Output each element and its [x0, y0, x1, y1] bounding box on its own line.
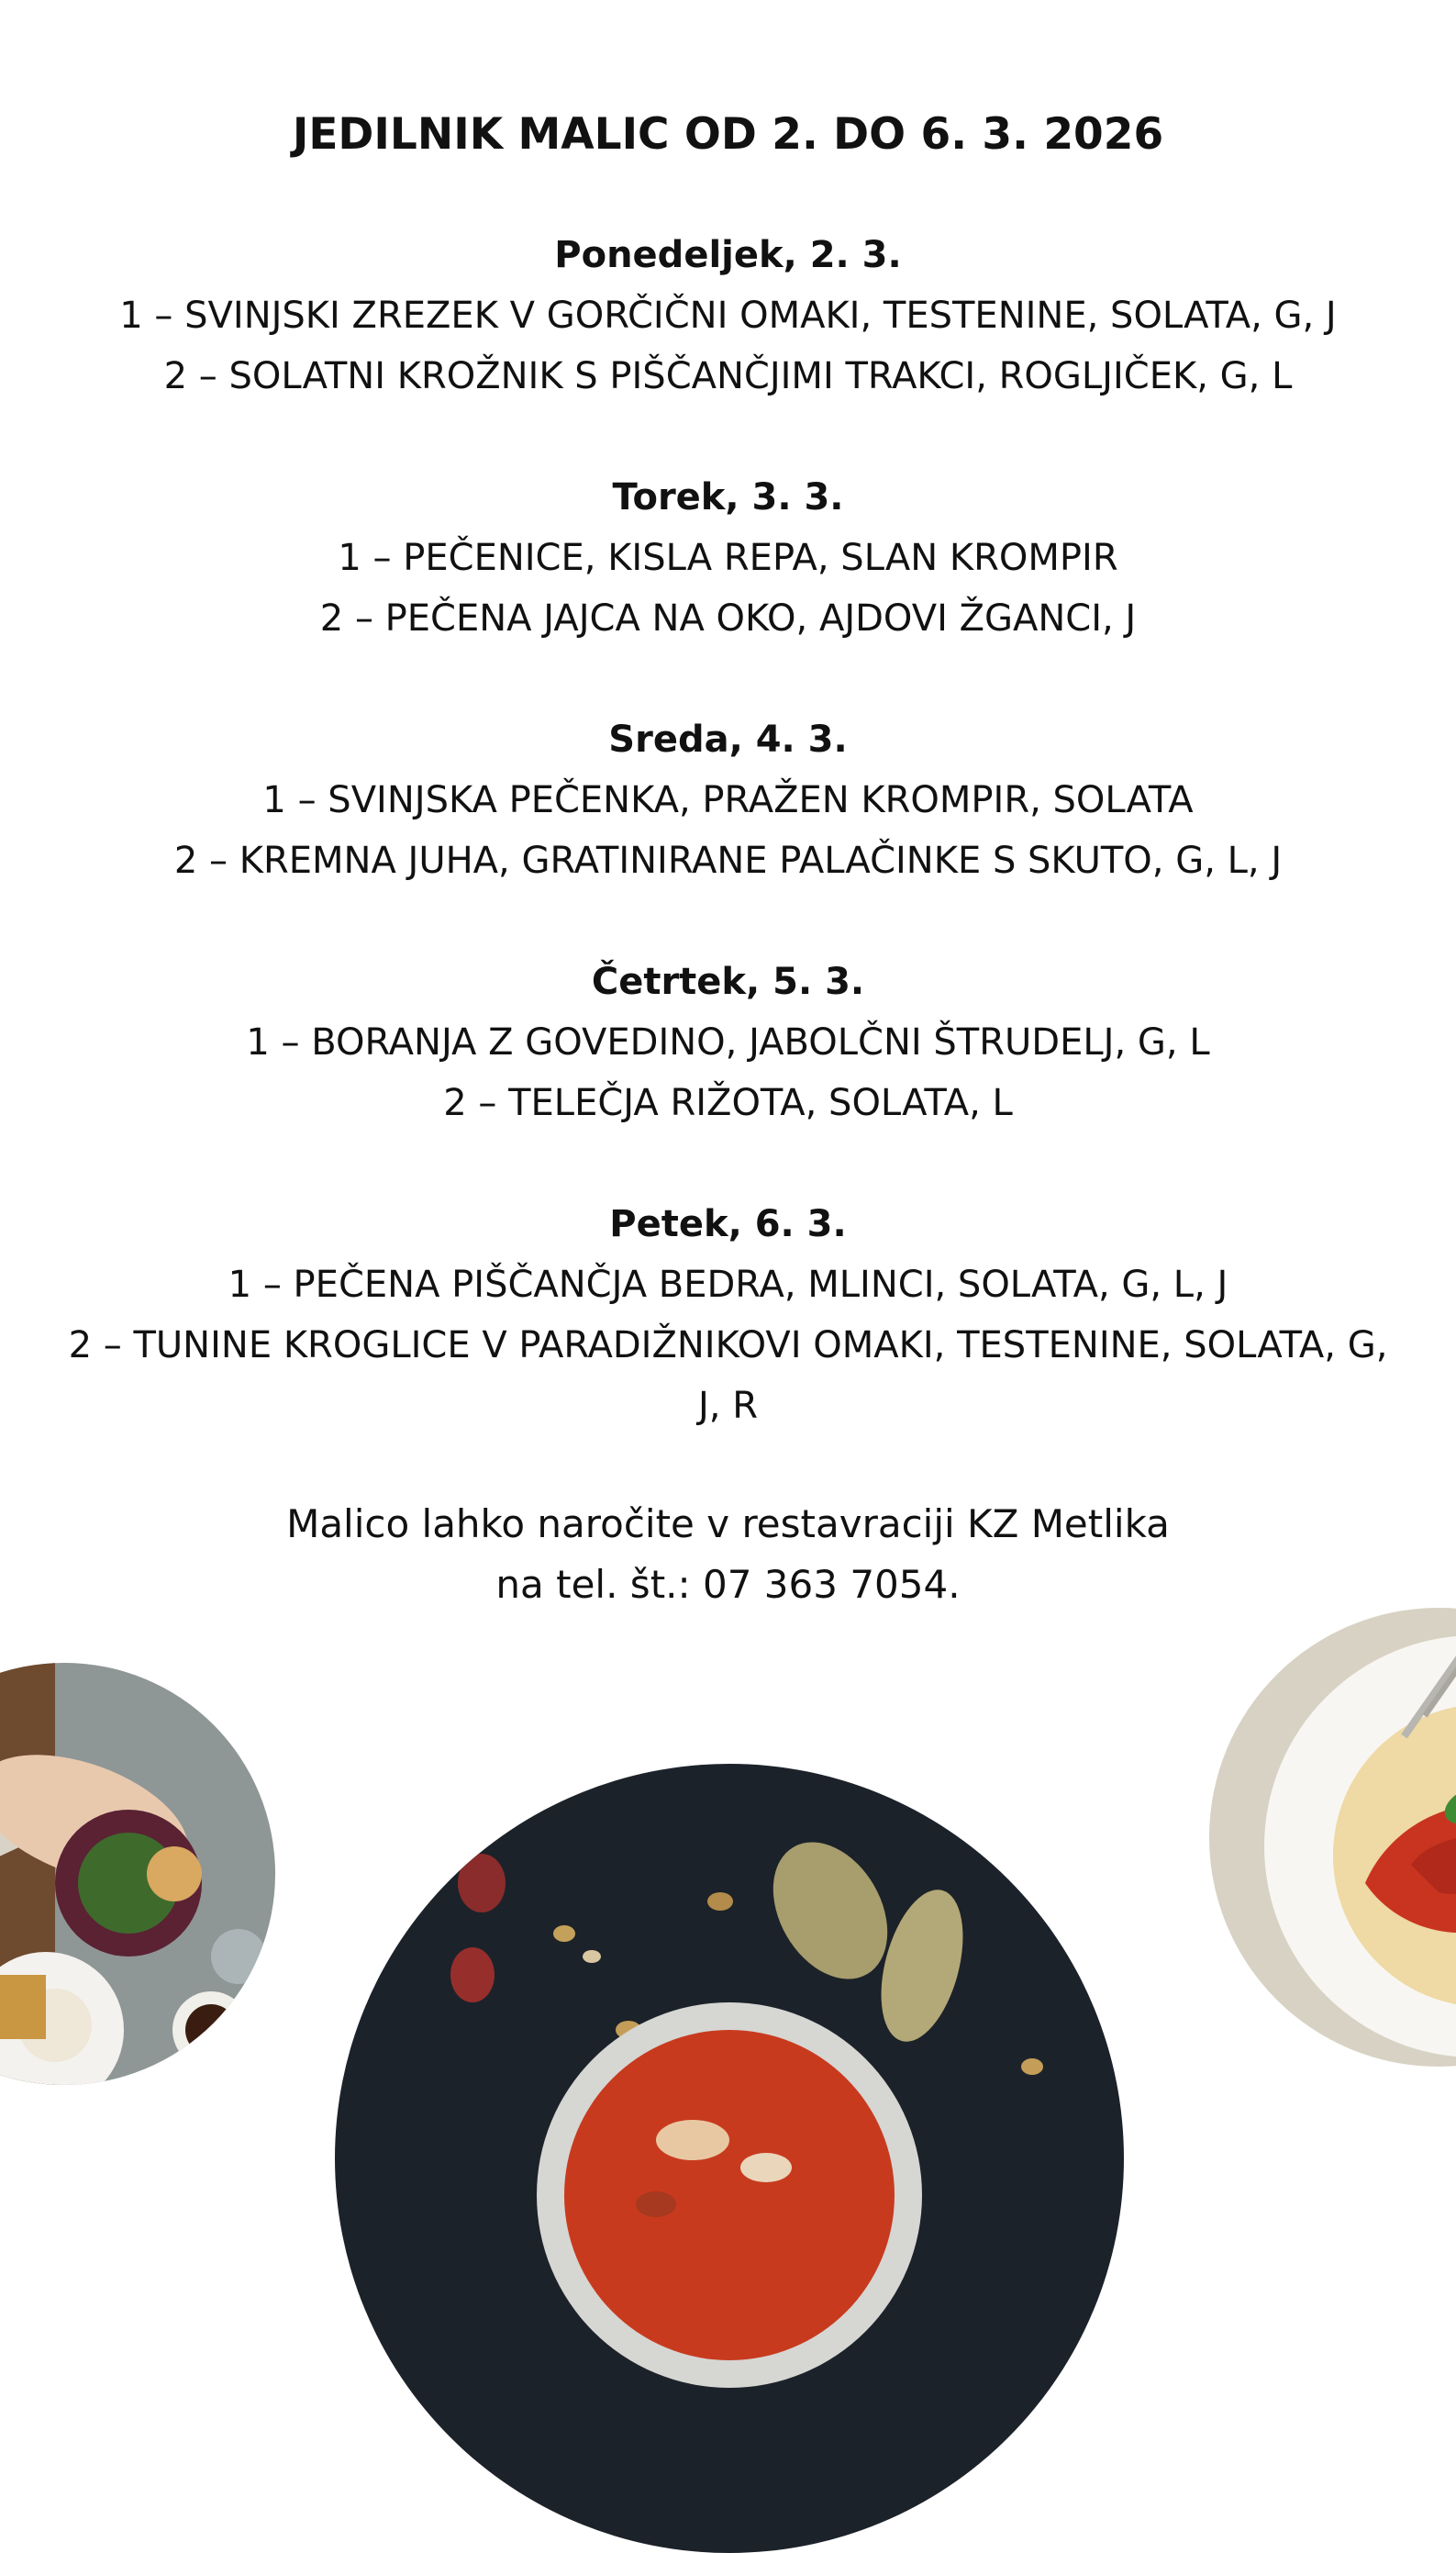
day-heading: Četrtek, 5. 3. — [591, 961, 865, 1003]
dish-option-1: 1 – SVINJSKI ZREZEK V GORČIČNI OMAKI, TESTENINE, SOLATA, G, J — [119, 295, 1337, 337]
day-thursday — [0, 952, 1456, 1133]
day-tuesday — [0, 467, 1456, 649]
dish-option-2: 2 – SOLATNI KROŽNIK S PIŠČANČJIMI TRAKCI, ROGLJIČEK, G, L — [163, 355, 1293, 397]
dish-option-2: 2 – TELEČJA RIŽOTA, SOLATA, L — [443, 1082, 1013, 1124]
page-title: JEDILNIK MALIC OD 2. DO 6. 3. 2026 — [292, 109, 1164, 160]
day-friday — [0, 1194, 1456, 1436]
dish-option-2: 2 – PEČENA JAJCA NA OKO, AJDOVI ŽGANCI, J — [319, 597, 1137, 640]
order-info-line-1: Malico lahko naročite v restavraciji KZ Metlika — [286, 1501, 1170, 1546]
dish-option-1: 1 – SVINJSKA PEČENKA, PRAŽEN KROMPIR, SOLATA — [262, 779, 1194, 821]
spaghetti-plate-photo — [1209, 1608, 1456, 2067]
dish-option-1: 1 – BORANJA Z GOVEDINO, JABOLČNI ŠTRUDELJ, G, L — [246, 1021, 1210, 1064]
dish-option-2: 2 – KREMNA JUHA, GRATINIRANE PALAČINKE S SKUTO, G, L, J — [173, 840, 1283, 882]
day-wednesday — [0, 709, 1456, 891]
curry-bowl-photo — [335, 1764, 1124, 2553]
dish-option-2: 2 – TUNINE KROGLICE V PARADIŽNIKOVI OMAKI, TESTENINE, SOLATA, G, J, R — [68, 1324, 1388, 1427]
day-heading: Ponedeljek, 2. 3. — [554, 234, 902, 276]
order-info — [0, 1494, 1456, 1615]
order-info-phone: na tel. št.: 07 363 7054. — [495, 1562, 961, 1607]
menu-list — [0, 225, 1456, 1497]
day-heading: Petek, 6. 3. — [609, 1203, 847, 1245]
day-monday — [0, 225, 1456, 407]
day-heading: Torek, 3. 3. — [612, 476, 844, 518]
dish-option-1: 1 – PEČENA PIŠČANČJA BEDRA, MLINCI, SOLATA, G, L, J — [228, 1264, 1228, 1306]
day-heading: Sreda, 4. 3. — [608, 719, 848, 761]
breakfast-table-photo — [0, 1663, 275, 2085]
dish-option-1: 1 – PEČENICE, KISLA REPA, SLAN KROMPIR — [338, 537, 1118, 579]
